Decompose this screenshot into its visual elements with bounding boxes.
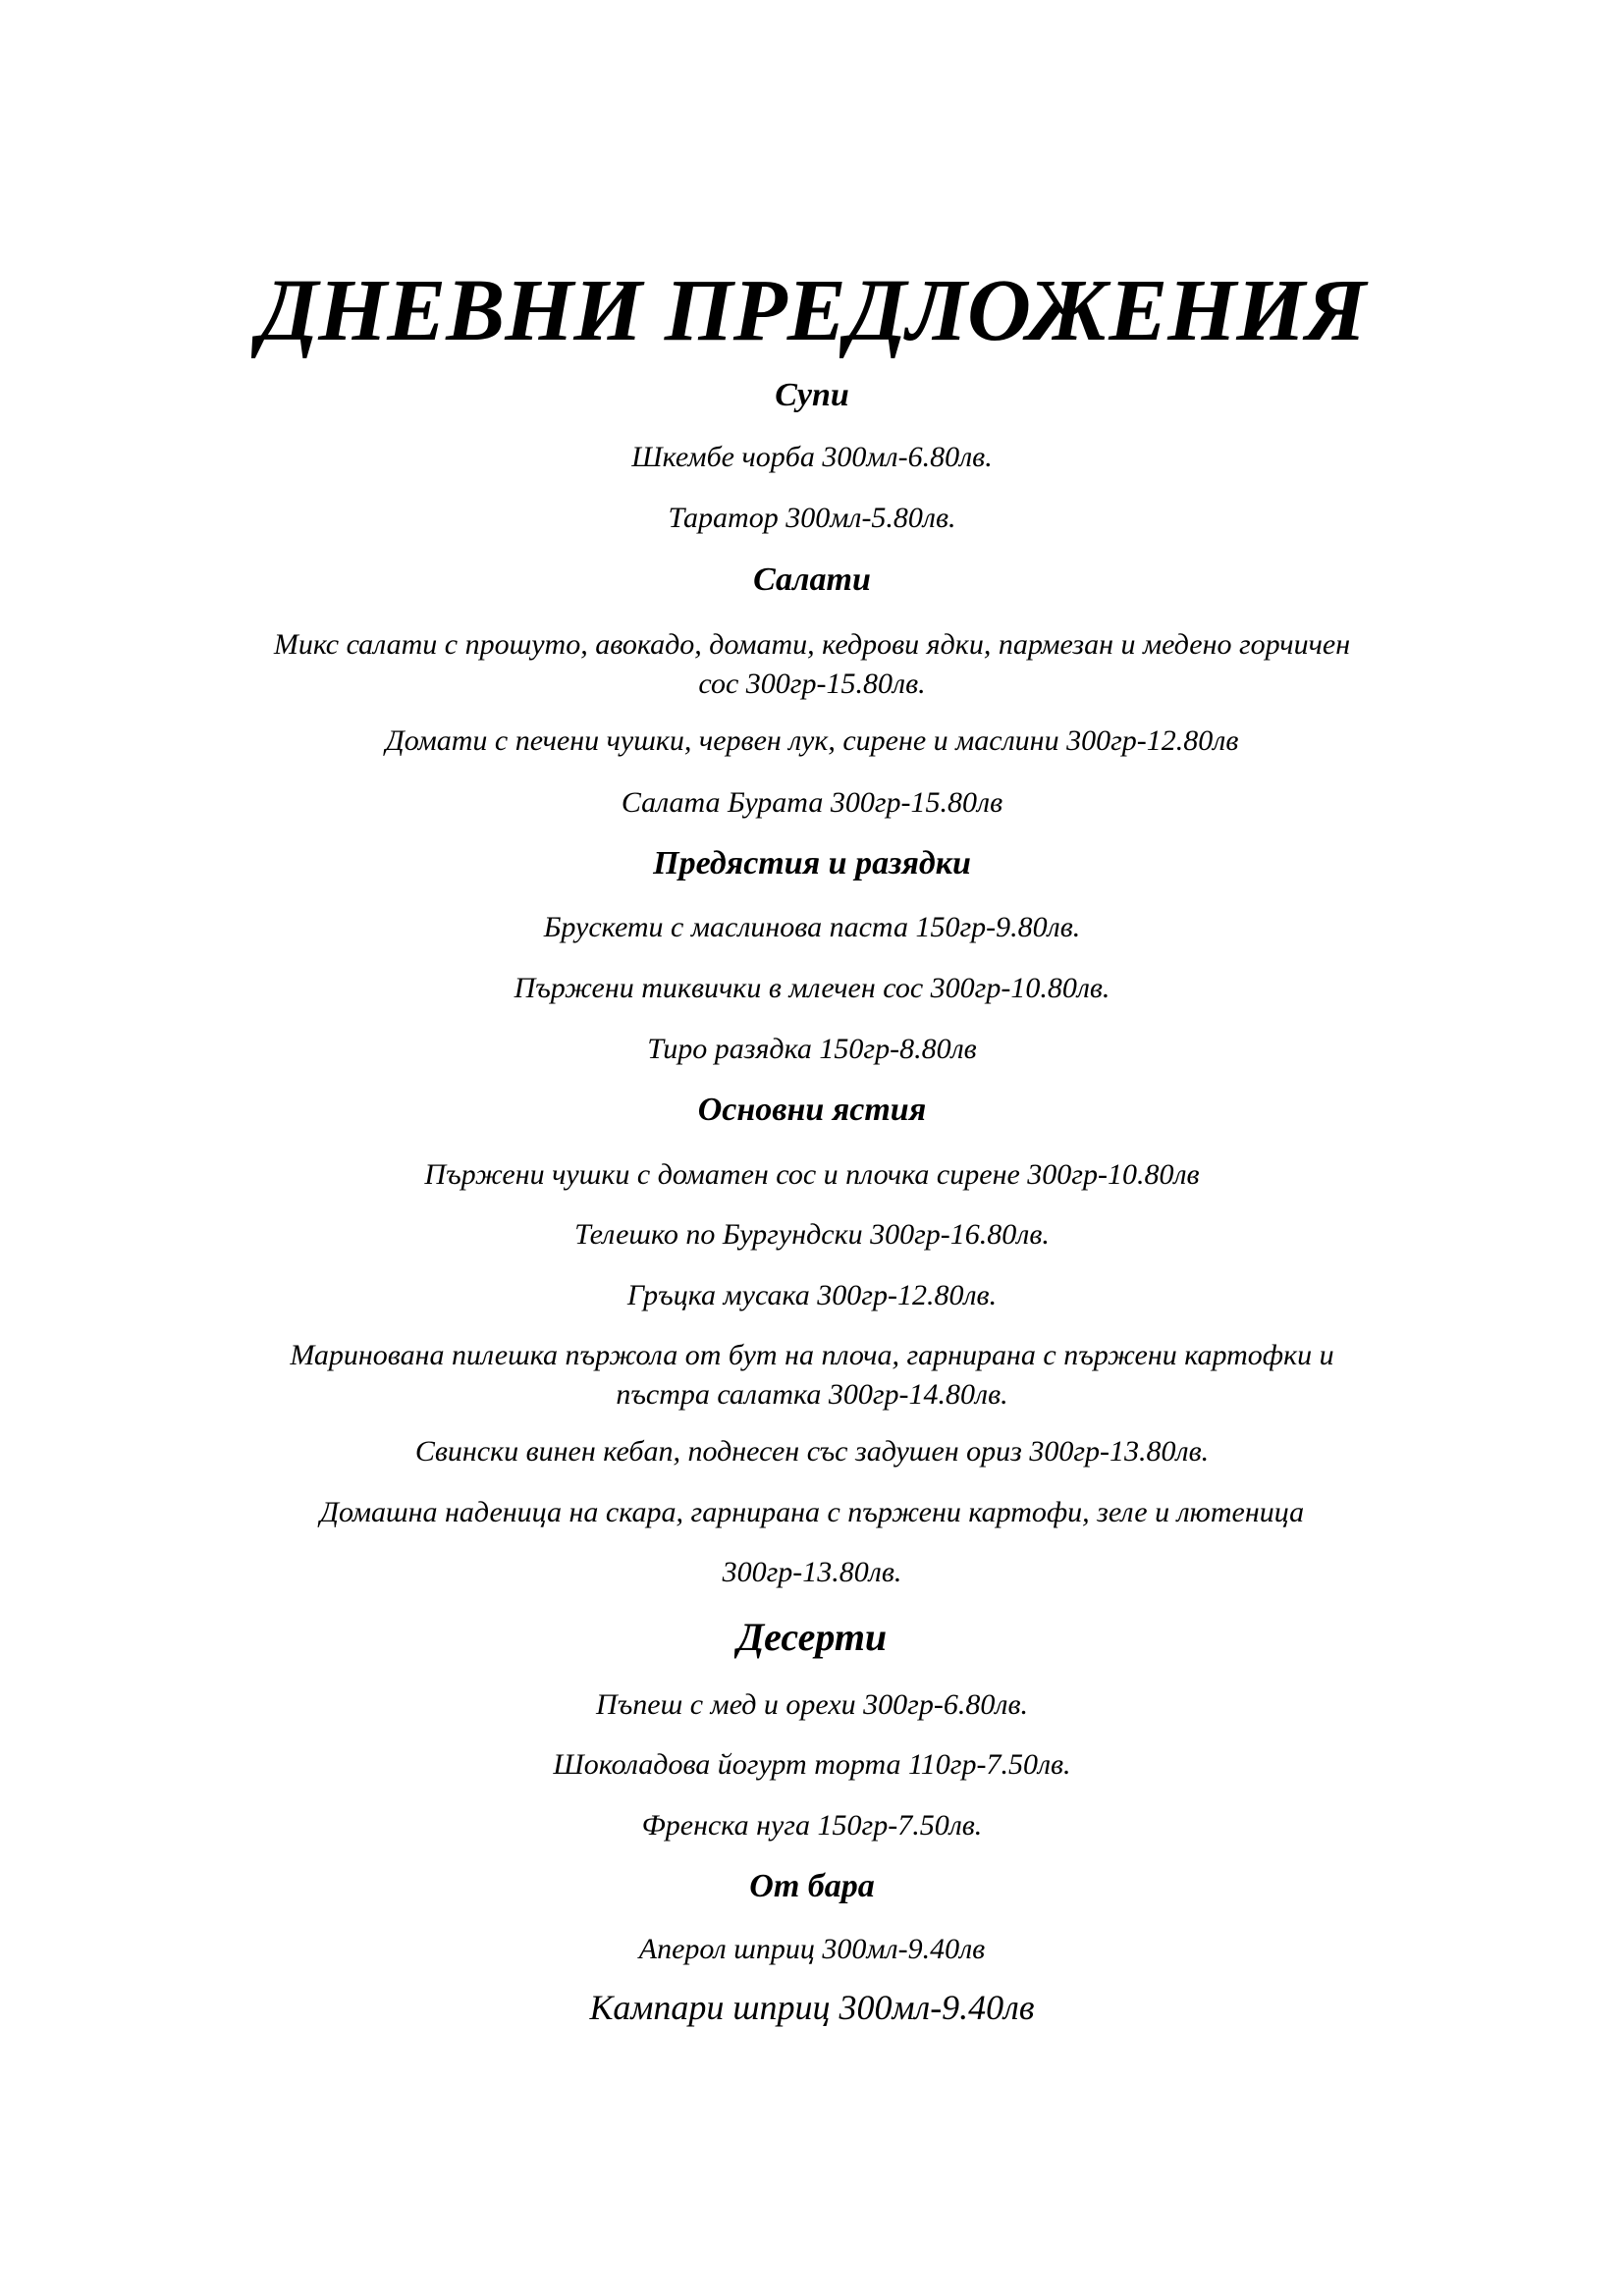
menu-item: Пържени тиквички в млечен сос 300гр-10.80лв. [514,972,1110,1004]
menu-item: Брускети с маслинова паста 150гр-9.80лв. [543,911,1081,943]
section-heading-salads: Салати [753,561,871,598]
page-title: ДНЕВНИ ПРЕДЛОЖЕНИЯ [257,262,1367,359]
menu-item: Домати с печени чушки, червен лук, сирене и маслини 300гр-12.80лв [385,724,1239,757]
section-heading-bar: От бара [749,1868,875,1904]
menu-item: Домашна наденица на скара, гарнирана с пържени картофи, зеле и лютеница [319,1496,1305,1528]
menu-item: Салата Бурата 300гр-15.80лв [621,786,1003,819]
menu-item: Кампари шприц 300мл-9.40лв [589,1988,1035,2027]
section-heading-starters: Предястия и разядки [653,845,971,881]
section-heading-mains: Основни ястия [697,1092,927,1128]
menu-item: Пъпеш с мед и орехи 300гр-6.80лв. [596,1688,1028,1721]
menu-item: Таратор 300мл-5.80лв. [668,502,956,534]
menu-item-continued: пъстра салатка 300гр-14.80лв. [616,1378,1008,1411]
menu-item: Маринована пилешка пържола от бут на плоча, гарнирана с пържени картофки и [290,1339,1334,1371]
section-heading-soups: Супи [775,377,849,413]
section-heading-desserts: Десерти [736,1615,888,1659]
menu-item: Микс салати с прошуто, авокадо, домати, кедрови ядки, пармезан и медено горчичен [273,628,1351,661]
menu-item: Шоколадова йогурт торта 110гр-7.50лв. [553,1748,1071,1781]
menu-item: Аперол шприц 300мл-9.40лв [638,1933,986,1965]
menu-item: Шкембе чорба 300мл-6.80лв. [631,441,993,473]
menu-item-continued: сос 300гр-15.80лв. [698,667,926,700]
menu-item: Пържени чушки с доматен сос и плочка сирене 300гр-10.80лв [424,1158,1200,1191]
menu-item: Френска нуга 150гр-7.50лв. [641,1809,983,1842]
menu-item: Тиро разядка 150гр-8.80лв [647,1033,977,1065]
menu-item-continued: 300гр-13.80лв. [722,1556,902,1588]
menu-item: Телешко по Бургундски 300гр-16.80лв. [574,1218,1050,1251]
menu-item: Гръцка мусака 300гр-12.80лв. [626,1279,998,1311]
menu-item: Свински винен кебап, поднесен със задушен ориз 300гр-13.80лв. [414,1435,1210,1468]
